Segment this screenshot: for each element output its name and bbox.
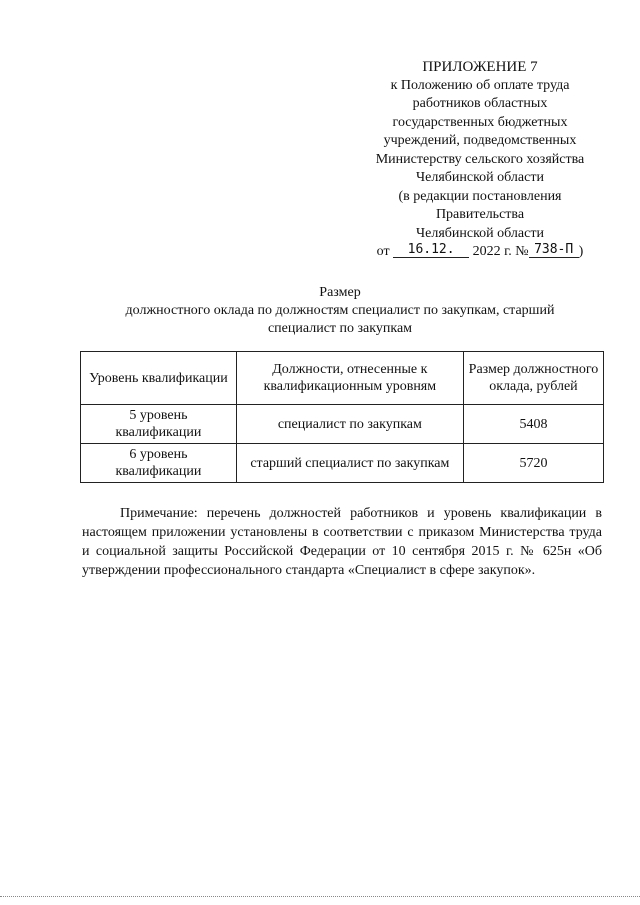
appendix-title: ПРИЛОЖЕНИЕ 7	[422, 59, 538, 75]
header-level: Уровень квалификации	[81, 352, 237, 405]
header-line: Челябинской области	[416, 225, 544, 241]
cell-position: старший специалист по закупкам	[236, 444, 463, 483]
note-paragraph: Примечание: перечень должностей работников и уровень квалификации в настоящем приложении установлены в соответствии с приказом Министерства труда и социальной защиты Российской Федерации от 10 сентября 2015 г. № 625н «Об утверждении профессионального стандарта «Специалист в сфере закупок».	[82, 506, 602, 578]
header-positions: Должности, отнесенные к квалификационным уровням	[236, 352, 463, 405]
resolution-reference	[360, 243, 600, 262]
document-title	[80, 284, 600, 338]
appendix-header	[360, 58, 600, 262]
title-line: Размер	[319, 285, 361, 300]
resolution-date: 16.12.	[393, 243, 469, 258]
header-line: Челябинской области	[416, 170, 544, 185]
header-salary: Размер должностного оклада, рублей	[463, 352, 603, 405]
cell-level: 6 уровень квалификации	[81, 444, 237, 483]
resolution-number: 738-П	[529, 243, 579, 258]
header-line: Правительства	[435, 207, 525, 222]
header-line: работников областных	[412, 96, 548, 111]
header-line: к Положению об оплате труда	[390, 77, 570, 93]
cell-salary: 5408	[463, 405, 603, 444]
year-text: 2022 г. №	[472, 244, 529, 259]
header-line: государственных бюджетных	[392, 114, 568, 130]
header-line: (в редакции постановления	[398, 188, 562, 204]
salary-table	[80, 351, 604, 483]
cell-salary: 5720	[463, 444, 603, 483]
table-row	[81, 444, 604, 483]
scan-edge-divider	[0, 896, 640, 897]
cell-position: специалист по закупкам	[236, 405, 463, 444]
closing-paren: )	[578, 244, 584, 259]
title-line: должностного оклада по должностям специалист по закупкам, старший	[125, 303, 555, 318]
header-line: Министерству сельского хозяйства	[375, 151, 585, 167]
date-prefix: от	[376, 244, 390, 259]
table-header-row	[81, 352, 604, 405]
title-line: специалист по закупкам	[267, 321, 413, 336]
cell-level: 5 уровень квалификации	[81, 405, 237, 444]
header-line: учреждений, подведомственных	[383, 133, 577, 148]
table-row	[81, 405, 604, 444]
